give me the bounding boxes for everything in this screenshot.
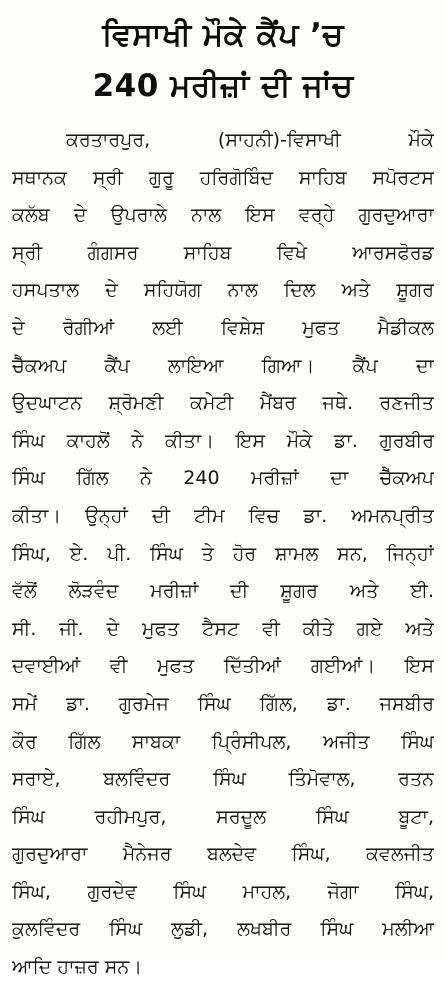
body-line: ਸਮੇਂ ਡਾ. ਗੁਰਮੇਜ ਸਿੰਘ ਗਿੱਲ, ਡਾ. ਜਸਬੀਰ <box>12 692 434 715</box>
body-line: ਆਦਿ ਹਾਜ਼ਰ ਸਨ। <box>12 956 143 979</box>
body-line: ਦਵਾਈਆਂ ਵੀ ਮੁਫਤ ਦਿੱਤੀਆਂ ਗਈਆਂ। ਇਸ <box>12 655 434 678</box>
body-line: ਕੌਰ ਗਿੱਲ ਸਾਬਕਾ ਪ੍ਰਿੰਸੀਪਲ, ਅਜੀਤ ਸਿੰਘ <box>12 730 434 753</box>
body-line: ਚੈੱਕਅਪ ਕੈਂਪ ਲਾਇਆ ਗਿਆ। ਕੈਂਪ ਦਾ <box>12 354 434 377</box>
body-line: ਸਿੰਘ ਗਿੱਲ ਨੇ 240 ਮਰੀਜ਼ਾਂ ਦਾ ਚੈੱਕਅਪ <box>12 467 434 490</box>
body-line: ਕਲੱਬ ਦੇ ਉਪਰਾਲੇ ਨਾਲ ਇਸ ਵਰ੍ਹੇ ਗੁਰਦੁਆਰਾ <box>12 204 434 227</box>
body-line: ਸਥਾਨਕ ਸ੍ਰੀ ਗੁਰੂ ਹਰਿਗੋਬਿੰਦ ਸਾਹਿਬ ਸਪੋਰਟਸ <box>12 166 434 189</box>
article-body <box>12 122 434 987</box>
body-line: ਹਸਪਤਾਲ ਦੇ ਸਹਿਯੋਗ ਨਾਲ ਦਿਲ ਅਤੇ ਸ਼ੂਗਰ <box>12 279 434 302</box>
body-line: ਕੁਲਵਿੰਦਰ ਸਿੰਘ ਲੁਡੀ, ਲਖਬੀਰ ਸਿੰਘ ਮਲੀਆ <box>12 918 434 941</box>
body-line: ਸਿੰਘ, ਏ. ਪੀ. ਸਿੰਘ ਤੇ ਹੋਰ ਸ਼ਾਮਲ ਸਨ, ਜਿਨ੍ਹਾਂ <box>12 542 434 565</box>
body-line: ਉਦਘਾਟਨ ਸ਼੍ਰੋਮਣੀ ਕਮੇਟੀ ਮੈਂਬਰ ਜਥੇ. ਰਣਜੀਤ <box>12 392 434 415</box>
body-line: ਸਿੰਘ ਰਹੀਮਪੁਰ, ਸਰਦੂਲ ਸਿੰਘ ਬੂਟਾ, <box>12 805 434 828</box>
body-line: ਸਿੰਘ ਕਾਹਲੋਂ ਨੇ ਕੀਤਾ। ਇਸ ਮੌਕੇ ਡਾ. ਗੁਰਬੀਰ <box>12 429 434 452</box>
body-line: ਗੁਰਦੁਆਰਾ ਮੈਨੇਜਰ ਬਲਦੇਵ ਸਿੰਘ, ਕਵਲਜੀਤ <box>12 843 434 866</box>
body-line: ਸੀ. ਜੀ. ਦੇ ਮੁਫਤ ਟੈਸਟ ਵੀ ਕੀਤੇ ਗਏ ਅਤੇ <box>12 617 434 640</box>
body-line: ਵੱਲੋਂ ਲੋੜਵੰਦ ਮਰੀਜ਼ਾਂ ਦੀ ਸ਼ੂਗਰ ਅਤੇ ਈ. <box>12 580 434 603</box>
body-line: ਸਿੰਘ, ਗੁਰਦੇਵ ਸਿੰਘ ਮਾਹਲ, ਜੋਗਾ ਸਿੰਘ, <box>12 880 434 903</box>
body-line: ਦੇ ਰੋਗੀਆਂ ਲਈ ਵਿਸ਼ੇਸ਼ ਮੁਫਤ ਮੈਡੀਕਲ <box>12 316 434 339</box>
body-line: ਸ੍ਰੀ ਗੰਗਸਰ ਸਾਹਿਬ ਵਿਖੇ ਆਰਸਫੋਰਡ <box>12 241 434 264</box>
body-line: ਸਰਾਏ, ਬਲਵਿੰਦਰ ਸਿੰਘ ਤਿੰਮੋਵਾਲ, ਰਤਨ <box>12 768 434 791</box>
headline-line-2: 240 ਮਰੀਜ਼ਾਂ ਦੀ ਜਾਂਚ <box>92 68 354 104</box>
body-line: ਕੀਤਾ। ਉਨ੍ਹਾਂ ਦੀ ਟੀਮ ਵਿਚ ਡਾ. ਅਮਨਪ੍ਰੀਤ <box>12 504 434 527</box>
body-line: ਕਰਤਾਰਪੁਰ, (ਸਾਹਨੀ)-ਵਿਸਾਖੀ ਮੌਕੇ <box>66 129 434 151</box>
headline-line-1: ਵਿਸਾਖੀ ਮੌਕੇ ਕੈਂਪ ’ਚ <box>102 17 344 53</box>
